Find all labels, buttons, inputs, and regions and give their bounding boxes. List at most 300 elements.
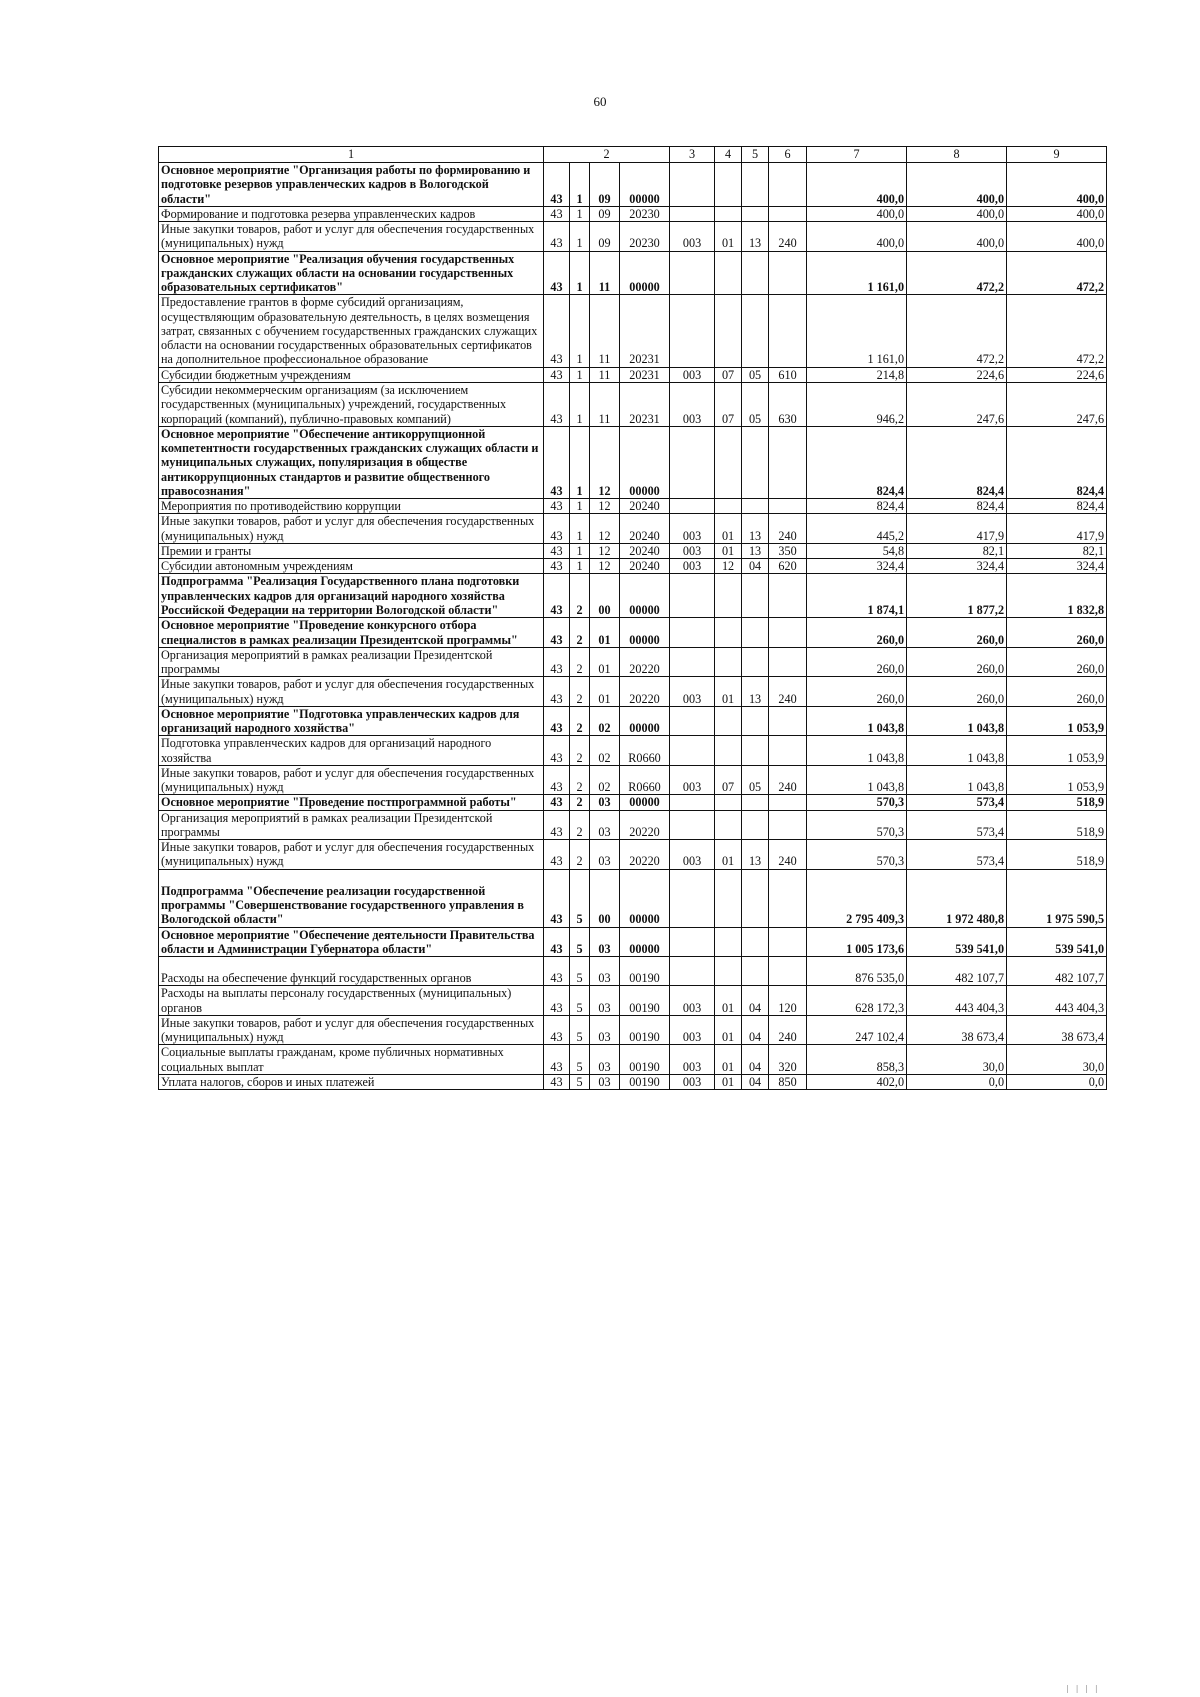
code-subsection: 13 [742,514,769,544]
code-subsection [742,736,769,766]
amount-col-7: 570,3 [807,810,907,840]
code-section [715,163,742,207]
code-activity: 11 [590,295,620,367]
scan-marks: | | | | [1066,1684,1100,1693]
code-admin: 003 [670,1015,715,1045]
code-admin [670,957,715,986]
amount-col-9: 82,1 [1007,543,1107,558]
row-name: Основное мероприятие "Организация работы по формированию и подготовке резервов управленческих кадров в Вологодской области" [159,163,544,207]
code-program: 43 [544,986,570,1016]
code-program: 43 [544,1045,570,1075]
code-program: 43 [544,382,570,426]
code-expense-type: 240 [769,222,807,252]
amount-col-9: 482 107,7 [1007,957,1107,986]
code-expense-type [769,647,807,677]
code-section [715,618,742,648]
code-expense-type [769,251,807,295]
amount-col-8: 82,1 [907,543,1007,558]
code-section: 07 [715,765,742,795]
code-activity: 01 [590,677,620,707]
code-direction: 00190 [620,957,670,986]
code-subsection [742,574,769,618]
amount-col-8: 1 043,8 [907,736,1007,766]
amount-col-9: 324,4 [1007,559,1107,574]
code-expense-type [769,618,807,648]
row-name: Уплата налогов, сборов и иных платежей [159,1074,544,1089]
header-col-6: 6 [769,147,807,163]
code-program: 43 [544,795,570,810]
code-subprogram: 5 [570,957,590,986]
code-direction: 00190 [620,986,670,1016]
code-expense-type: 120 [769,986,807,1016]
code-subprogram: 2 [570,574,590,618]
code-admin [670,499,715,514]
code-subprogram: 2 [570,765,590,795]
code-section [715,706,742,736]
code-admin: 003 [670,765,715,795]
code-section: 01 [715,543,742,558]
code-expense-type [769,295,807,367]
code-section [715,251,742,295]
code-program: 43 [544,810,570,840]
code-subsection: 05 [742,382,769,426]
code-section: 12 [715,559,742,574]
code-admin: 003 [670,677,715,707]
row-name: Субсидии некоммерческим организациям (за исключением государственных (муниципальных) учреждений, государственных корпораций (компаний), публично-правовых компаний) [159,382,544,426]
code-activity: 12 [590,514,620,544]
code-activity: 12 [590,426,620,498]
code-direction: 20231 [620,382,670,426]
code-activity: 12 [590,559,620,574]
code-subsection: 04 [742,1074,769,1089]
code-activity: 03 [590,1074,620,1089]
amount-col-8: 1 043,8 [907,765,1007,795]
code-program: 43 [544,163,570,207]
amount-col-8: 400,0 [907,222,1007,252]
row-name: Иные закупки товаров, работ и услуг для обеспечения государственных (муниципальных) нужд [159,765,544,795]
code-admin: 003 [670,840,715,870]
code-subsection [742,251,769,295]
row-name: Социальные выплаты гражданам, кроме публичных нормативных социальных выплат [159,1045,544,1075]
code-expense-type [769,499,807,514]
table-row [159,426,1107,498]
amount-col-8: 38 673,4 [907,1015,1007,1045]
code-admin: 003 [670,1074,715,1089]
row-name: Иные закупки товаров, работ и услуг для обеспечения государственных (муниципальных) нужд [159,514,544,544]
code-expense-type: 610 [769,367,807,382]
amount-col-8: 260,0 [907,677,1007,707]
amount-col-7: 260,0 [807,677,907,707]
code-subsection: 13 [742,677,769,707]
code-activity: 03 [590,1015,620,1045]
amount-col-8: 539 541,0 [907,927,1007,957]
code-activity: 03 [590,840,620,870]
page-number: 60 [593,94,607,109]
amount-col-9: 824,4 [1007,499,1107,514]
amount-col-7: 260,0 [807,647,907,677]
row-name: Подготовка управленческих кадров для организаций народного хозяйства [159,736,544,766]
code-subprogram: 1 [570,367,590,382]
table-row [159,869,1107,927]
code-program: 43 [544,499,570,514]
code-expense-type [769,810,807,840]
code-expense-type: 240 [769,765,807,795]
code-subprogram: 5 [570,986,590,1016]
row-name: Иные закупки товаров, работ и услуг для обеспечения государственных (муниципальных) нужд [159,840,544,870]
amount-col-9: 400,0 [1007,206,1107,221]
code-direction: 00000 [620,795,670,810]
code-subprogram: 2 [570,840,590,870]
code-activity: 09 [590,206,620,221]
code-program: 43 [544,618,570,648]
code-subsection [742,810,769,840]
code-section [715,295,742,367]
amount-col-8: 1 972 480,8 [907,869,1007,927]
row-name: Основное мероприятие "Проведение постпрограммной работы" [159,795,544,810]
code-subsection [742,426,769,498]
code-subsection [742,706,769,736]
code-section [715,927,742,957]
amount-col-7: 54,8 [807,543,907,558]
amount-col-9: 0,0 [1007,1074,1107,1089]
amount-col-8: 472,2 [907,251,1007,295]
code-subprogram: 1 [570,426,590,498]
table-row [159,163,1107,207]
code-subsection: 04 [742,1015,769,1045]
row-name: Расходы на выплаты персоналу государственных (муниципальных) органов [159,986,544,1016]
header-col-3: 3 [670,147,715,163]
amount-col-7: 400,0 [807,163,907,207]
amount-col-7: 570,3 [807,840,907,870]
header-col-8: 8 [907,147,1007,163]
code-activity: 02 [590,765,620,795]
code-expense-type: 240 [769,677,807,707]
row-name: Субсидии автономным учреждениям [159,559,544,574]
code-expense-type: 630 [769,382,807,426]
code-subprogram: 5 [570,869,590,927]
code-direction: 20231 [620,367,670,382]
table-row [159,810,1107,840]
code-program: 43 [544,559,570,574]
code-activity: 00 [590,869,620,927]
code-activity: 02 [590,736,620,766]
code-activity: 00 [590,574,620,618]
code-expense-type [769,869,807,927]
code-direction: 00000 [620,163,670,207]
amount-col-9: 539 541,0 [1007,927,1107,957]
code-direction: 00190 [620,1074,670,1089]
code-subprogram: 1 [570,499,590,514]
table-row [159,574,1107,618]
amount-col-9: 417,9 [1007,514,1107,544]
code-activity: 11 [590,251,620,295]
table-row [159,706,1107,736]
amount-col-7: 628 172,3 [807,986,907,1016]
code-program: 43 [544,1015,570,1045]
code-direction: 00000 [620,426,670,498]
code-admin: 003 [670,559,715,574]
code-direction: 20240 [620,543,670,558]
code-activity: 09 [590,163,620,207]
code-admin [670,163,715,207]
table-row [159,559,1107,574]
amount-col-9: 260,0 [1007,618,1107,648]
code-program: 43 [544,736,570,766]
table-row [159,1074,1107,1089]
code-program: 43 [544,927,570,957]
code-program: 43 [544,222,570,252]
code-admin [670,736,715,766]
code-subprogram: 1 [570,514,590,544]
amount-col-8: 472,2 [907,295,1007,367]
code-admin [670,869,715,927]
code-section [715,736,742,766]
table-row [159,647,1107,677]
row-name: Иные закупки товаров, работ и услуг для обеспечения государственных (муниципальных) нужд [159,222,544,252]
code-direction: 20220 [620,647,670,677]
code-subsection [742,795,769,810]
code-subsection [742,927,769,957]
code-activity: 02 [590,706,620,736]
code-program: 43 [544,647,570,677]
amount-col-7: 400,0 [807,222,907,252]
header-col-2: 2 [544,147,670,163]
amount-col-7: 260,0 [807,618,907,648]
code-subprogram: 1 [570,251,590,295]
table-row [159,251,1107,295]
code-program: 43 [544,677,570,707]
code-direction: 00190 [620,1015,670,1045]
code-direction: 20220 [620,840,670,870]
code-subprogram: 1 [570,295,590,367]
row-name: Основное мероприятие "Подготовка управленческих кадров для организаций народного хозяйства" [159,706,544,736]
code-subprogram: 5 [570,1045,590,1075]
code-direction: 00190 [620,1045,670,1075]
amount-col-8: 324,4 [907,559,1007,574]
code-program: 43 [544,840,570,870]
code-subprogram: 2 [570,618,590,648]
amount-col-7: 400,0 [807,206,907,221]
code-admin: 003 [670,382,715,426]
code-section: 01 [715,1015,742,1045]
amount-col-9: 1 053,9 [1007,706,1107,736]
row-name: Премии и гранты [159,543,544,558]
table-row [159,543,1107,558]
code-section: 01 [715,1045,742,1075]
code-activity: 12 [590,543,620,558]
amount-col-7: 1 005 173,6 [807,927,907,957]
table-row [159,927,1107,957]
code-activity: 11 [590,367,620,382]
code-section [715,795,742,810]
amount-col-7: 824,4 [807,499,907,514]
table-row [159,382,1107,426]
code-expense-type: 620 [769,559,807,574]
code-section [715,499,742,514]
amount-col-8: 260,0 [907,618,1007,648]
code-expense-type [769,574,807,618]
code-program: 43 [544,543,570,558]
code-subprogram: 5 [570,927,590,957]
amount-col-9: 224,6 [1007,367,1107,382]
amount-col-9: 1 053,9 [1007,736,1107,766]
code-subsection [742,295,769,367]
code-program: 43 [544,765,570,795]
code-expense-type [769,795,807,810]
code-expense-type: 240 [769,1015,807,1045]
code-expense-type [769,206,807,221]
table-row [159,514,1107,544]
table-body [159,163,1107,1090]
code-activity: 03 [590,927,620,957]
code-expense-type [769,706,807,736]
amount-col-9: 1 053,9 [1007,765,1107,795]
code-admin [670,795,715,810]
amount-col-7: 445,2 [807,514,907,544]
code-expense-type: 240 [769,514,807,544]
row-name: Организация мероприятий в рамках реализации Президентской программы [159,810,544,840]
code-subsection [742,206,769,221]
code-activity: 03 [590,1045,620,1075]
amount-col-7: 1 043,8 [807,706,907,736]
code-section [715,574,742,618]
table-row [159,677,1107,707]
table-row [159,206,1107,221]
row-name: Расходы на обеспечение функций государственных органов [159,957,544,986]
amount-col-7: 1 043,8 [807,765,907,795]
amount-col-9: 472,2 [1007,251,1107,295]
code-direction: 20240 [620,514,670,544]
code-subsection: 13 [742,543,769,558]
amount-col-7: 1 874,1 [807,574,907,618]
code-subprogram: 2 [570,810,590,840]
code-subsection: 13 [742,840,769,870]
code-activity: 03 [590,810,620,840]
amount-col-9: 1 975 590,5 [1007,869,1107,927]
code-admin: 003 [670,1045,715,1075]
code-subprogram: 5 [570,1074,590,1089]
code-expense-type [769,927,807,957]
amount-col-7: 1 043,8 [807,736,907,766]
amount-col-8: 1 877,2 [907,574,1007,618]
code-direction: 20220 [620,810,670,840]
code-subsection: 13 [742,222,769,252]
code-subprogram: 1 [570,559,590,574]
code-activity: 03 [590,986,620,1016]
code-section: 07 [715,382,742,426]
code-subprogram: 1 [570,382,590,426]
code-program: 43 [544,514,570,544]
amount-col-7: 402,0 [807,1074,907,1089]
table-row [159,1015,1107,1045]
table-row [159,618,1107,648]
code-section: 01 [715,677,742,707]
amount-col-9: 38 673,4 [1007,1015,1107,1045]
amount-col-8: 824,4 [907,426,1007,498]
amount-col-9: 824,4 [1007,426,1107,498]
code-program: 43 [544,206,570,221]
code-admin [670,927,715,957]
row-name: Иные закупки товаров, работ и услуг для обеспечения государственных (муниципальных) нужд [159,1015,544,1045]
code-admin: 003 [670,367,715,382]
amount-col-8: 400,0 [907,163,1007,207]
amount-col-7: 247 102,4 [807,1015,907,1045]
code-subsection [742,499,769,514]
code-expense-type [769,163,807,207]
code-subprogram: 1 [570,206,590,221]
code-expense-type [769,736,807,766]
row-name: Подпрограмма "Реализация Государственного плана подготовки управленческих кадров для организаций народного хозяйства Российской Федерации на территории Вологодской области" [159,574,544,618]
code-activity: 09 [590,222,620,252]
code-section [715,869,742,927]
amount-col-7: 324,4 [807,559,907,574]
amount-col-7: 876 535,0 [807,957,907,986]
code-direction: 00000 [620,869,670,927]
amount-col-9: 400,0 [1007,222,1107,252]
row-name: Основное мероприятие "Реализация обучения государственных гражданских служащих области на основании государственных образовательных сертификатов" [159,251,544,295]
amount-col-9: 518,9 [1007,795,1107,810]
amount-col-9: 443 404,3 [1007,986,1107,1016]
code-program: 43 [544,869,570,927]
code-section [715,647,742,677]
amount-col-7: 2 795 409,3 [807,869,907,927]
amount-col-8: 573,4 [907,840,1007,870]
amount-col-7: 1 161,0 [807,295,907,367]
row-name: Основное мероприятие "Обеспечение деятельности Правительства области и Администрации Губернатора области" [159,927,544,957]
code-direction: 20220 [620,677,670,707]
code-subprogram: 2 [570,647,590,677]
code-subprogram: 1 [570,543,590,558]
code-direction: 00000 [620,927,670,957]
row-name: Формирование и подготовка резерва управленческих кадров [159,206,544,221]
code-admin: 003 [670,514,715,544]
amount-col-8: 824,4 [907,499,1007,514]
amount-col-8: 260,0 [907,647,1007,677]
table-row [159,840,1107,870]
code-expense-type: 320 [769,1045,807,1075]
code-section [715,426,742,498]
code-activity: 01 [590,647,620,677]
code-subsection: 05 [742,765,769,795]
code-subsection [742,163,769,207]
code-activity: 01 [590,618,620,648]
code-direction: 00000 [620,618,670,648]
code-subsection [742,618,769,648]
code-expense-type [769,957,807,986]
code-program: 43 [544,574,570,618]
code-admin [670,574,715,618]
code-expense-type: 350 [769,543,807,558]
header-col-9: 9 [1007,147,1107,163]
code-program: 43 [544,957,570,986]
amount-col-8: 573,4 [907,795,1007,810]
code-program: 43 [544,367,570,382]
amount-col-7: 858,3 [807,1045,907,1075]
code-section: 01 [715,222,742,252]
code-program: 43 [544,251,570,295]
row-name: Субсидии бюджетным учреждениям [159,367,544,382]
code-subprogram: 1 [570,222,590,252]
amount-col-9: 400,0 [1007,163,1107,207]
amount-col-8: 573,4 [907,810,1007,840]
amount-col-9: 247,6 [1007,382,1107,426]
row-name: Мероприятия по противодействию коррупции [159,499,544,514]
table-row [159,765,1107,795]
header-col-5: 5 [742,147,769,163]
table-row [159,367,1107,382]
table-row [159,1045,1107,1075]
code-expense-type: 240 [769,840,807,870]
